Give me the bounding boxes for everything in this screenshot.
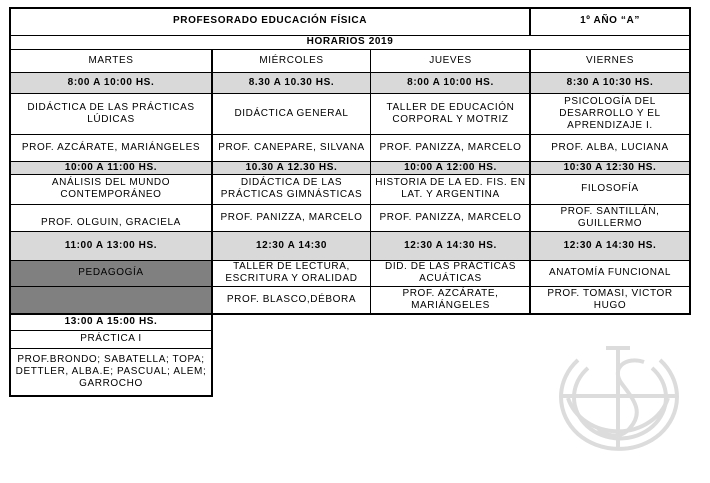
time-slot: 12:30 A 14:30 HS. bbox=[371, 231, 530, 260]
time-slot: 11:00 A 13:00 HS. bbox=[10, 231, 212, 260]
professor-cell: PROF. PANIZZA, MARCELO bbox=[379, 141, 522, 153]
professor-cell: PROF. PANIZZA, MARCELO bbox=[220, 211, 363, 223]
subject-cell: DIDÁCTICA GENERAL bbox=[234, 107, 349, 119]
time-slot: 8:30 A 10:30 HS. bbox=[530, 72, 690, 93]
grid-line bbox=[211, 49, 213, 397]
grid-line bbox=[529, 49, 531, 314]
grid-line bbox=[9, 313, 691, 315]
subject-cell: HISTORIA DE LA ED. FIS. EN LAT. Y ARGENTINA bbox=[375, 177, 526, 200]
grid-line bbox=[9, 231, 691, 232]
grid-line bbox=[9, 348, 213, 349]
day-tuesday: MARTES bbox=[88, 54, 134, 66]
subject-cell: DIDÁCTICA DE LAS PRÁCTICAS GIMNÁSTICAS bbox=[220, 177, 363, 200]
day-wednesday: MIÉRCOLES bbox=[259, 54, 324, 66]
professor-cell: PROF. CANEPARE, SILVANA bbox=[218, 141, 365, 153]
subject-cell: ANÁLISIS DEL MUNDO CONTEMPORÁNEO bbox=[51, 177, 171, 200]
subject-cell: TALLER DE LECTURA, ESCRITURA Y ORALIDAD bbox=[225, 261, 358, 284]
grid-line bbox=[9, 330, 213, 331]
subject-cell: DID. DE LAS PRÁCTICAS ACUÁTICAS bbox=[385, 261, 516, 284]
institution-logo-icon bbox=[548, 332, 688, 458]
subject-cell: PRÁCTICA I bbox=[80, 333, 142, 344]
professor-cell: PROF. SANTILLÁN, GUILLERMO bbox=[560, 205, 660, 229]
grid-line bbox=[9, 7, 11, 397]
grid-line bbox=[9, 93, 691, 94]
professor-cell: PROF. AZCÁRATE, MARIÁNGELES bbox=[402, 287, 499, 311]
grid-line bbox=[529, 7, 531, 35]
professor-cell: PROF. ALBA, LUCIANA bbox=[551, 141, 669, 153]
time-slot: 8:00 A 10:00 HS. bbox=[10, 72, 212, 93]
grid-line bbox=[9, 260, 691, 261]
grid-line bbox=[9, 286, 691, 287]
grid-line bbox=[9, 134, 691, 135]
grid-line bbox=[9, 7, 691, 9]
subject-cell: PSICOLOGÍA DEL DESARROLLO Y EL APRENDIZAJE I. bbox=[559, 95, 661, 131]
grid-line bbox=[9, 49, 691, 50]
grid-line bbox=[9, 395, 213, 397]
time-slot: 10:30 A 12:30 HS. bbox=[530, 161, 690, 174]
subject-cell: TALLER DE EDUCACIÓN CORPORAL Y MOTRIZ bbox=[386, 101, 515, 125]
time-slot: 8.30 A 10.30 HS. bbox=[212, 72, 371, 93]
grid-line bbox=[9, 72, 691, 73]
time-slot: 12:30 A 14:30 bbox=[212, 231, 371, 260]
subject-cell: ANATOMÍA FUNCIONAL bbox=[548, 267, 672, 278]
grid-line bbox=[9, 204, 691, 205]
day-thursday: JUEVES bbox=[429, 54, 472, 66]
professor-cell: PROF. OLGUIN, GRACIELA bbox=[41, 217, 181, 228]
professor-cell bbox=[10, 286, 212, 313]
subject-cell: DIDÁCTICA DE LAS PRÁCTICAS LÚDICAS bbox=[27, 101, 195, 125]
subject-cell: FILOSOFÍA bbox=[581, 183, 639, 194]
grid-line bbox=[689, 7, 691, 314]
professor-cell: PROF. TOMASI, VICTOR HUGO bbox=[547, 287, 673, 311]
time-slot: 10:00 A 12:00 HS. bbox=[371, 161, 530, 174]
time-slot: 8:00 A 10:00 HS. bbox=[371, 72, 530, 93]
course-label: 1º AÑO “A” bbox=[580, 15, 640, 26]
time-slot: 10.30 A 12.30 HS. bbox=[212, 161, 371, 174]
schedule-subtitle: HORARIOS 2019 bbox=[306, 36, 394, 47]
time-slot: 13:00 A 15:00 HS. bbox=[64, 315, 158, 327]
professor-cell: PROF. BLASCO,DÉBORA bbox=[226, 293, 357, 305]
grid-line bbox=[9, 161, 691, 162]
time-slot: 10:00 A 11:00 HS. bbox=[10, 161, 212, 174]
grid-line bbox=[370, 49, 371, 314]
professor-cell: PROF.BRONDO; SABATELLA; TOPA; DETTLER, ALBA.E; PASCUAL; ALEM; GARROCHO bbox=[15, 353, 207, 389]
time-slot: 12:30 A 14:30 HS. bbox=[530, 231, 690, 260]
professor-cell: PROF. PANIZZA, MARCELO bbox=[379, 211, 522, 223]
subject-cell: PEDAGOGÍA bbox=[10, 260, 212, 286]
grid-line bbox=[9, 174, 691, 175]
grid-line bbox=[9, 35, 691, 36]
day-friday: VIERNES bbox=[585, 54, 635, 66]
professor-cell: PROF. AZCÁRATE, MARIÁNGELES bbox=[21, 141, 201, 153]
table-title: PROFESORADO EDUCACIÓN FÍSICA bbox=[172, 15, 368, 26]
